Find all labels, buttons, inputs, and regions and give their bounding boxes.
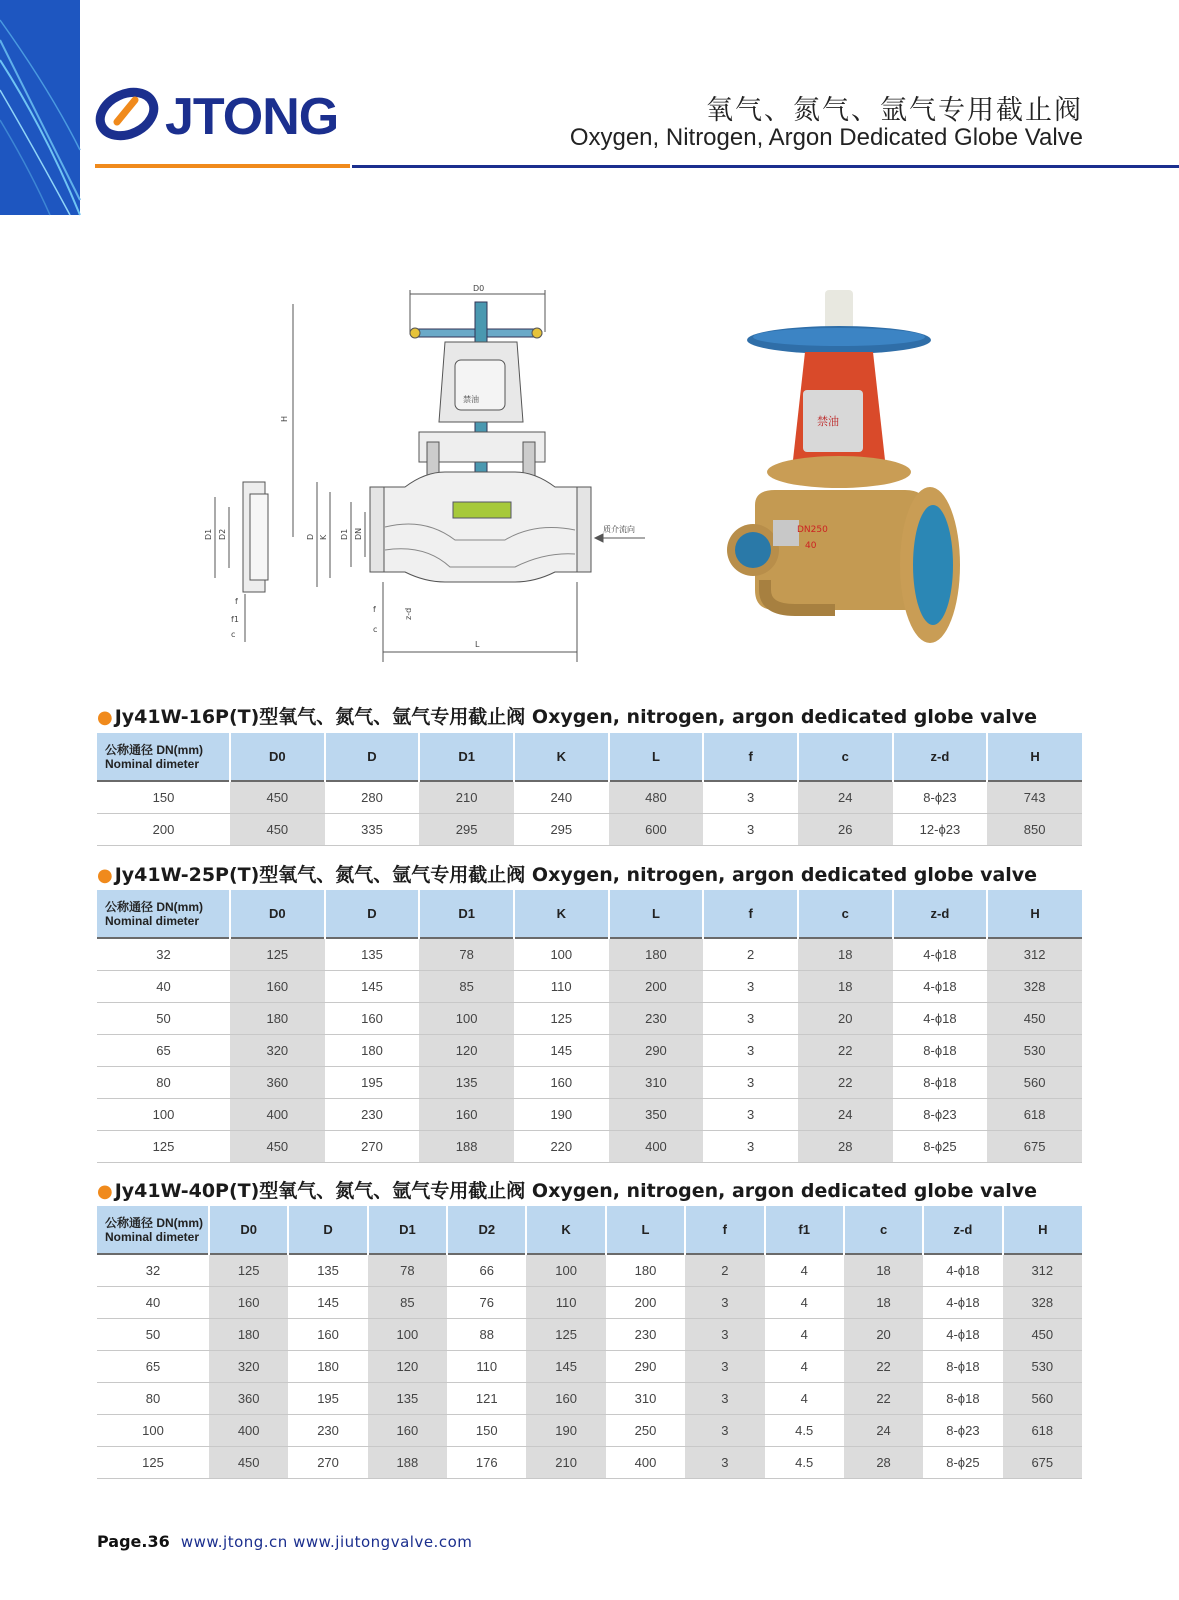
table-cell: 600 — [609, 813, 704, 845]
table-cell: 400 — [609, 1130, 704, 1162]
valve-product-photo — [735, 290, 975, 670]
table-cell: 210 — [419, 781, 514, 813]
nominal-diameter-cell: 100 — [97, 1098, 230, 1130]
table-cell: 4-ϕ18 — [893, 970, 988, 1002]
section-title-40p: ● Jy41W-40P(T)型氧气、氮气、氩气专用截止阀 Oxygen, nitrogen, argon dedicated globe valve — [97, 1180, 1038, 1202]
table-cell: 125 — [514, 1002, 609, 1034]
svg-text:D0: D0 — [473, 284, 485, 293]
column-header: D0 — [230, 733, 325, 781]
column-header: K — [526, 1206, 605, 1254]
table-row — [97, 1286, 1082, 1318]
nominal-diameter-cell: 65 — [97, 1350, 209, 1382]
column-header: K — [514, 733, 609, 781]
table-cell: 145 — [288, 1286, 367, 1318]
table-cell: 4-ϕ18 — [923, 1254, 1002, 1286]
table-cell: 180 — [325, 1034, 420, 1066]
table-cell: 350 — [609, 1098, 704, 1130]
table-cell: 8-ϕ23 — [893, 1098, 988, 1130]
table-cell: 480 — [609, 781, 704, 813]
table-cell: 110 — [447, 1350, 526, 1382]
table-row — [97, 1066, 1082, 1098]
svg-text:f: f — [373, 605, 376, 614]
table-cell: 3 — [703, 1034, 798, 1066]
svg-text:L: L — [475, 640, 480, 649]
table-cell: 8-ϕ18 — [893, 1066, 988, 1098]
column-header: z-d — [893, 733, 988, 781]
table-cell: 3 — [703, 781, 798, 813]
table-cell: 400 — [606, 1446, 685, 1478]
svg-text:禁油: 禁油 — [817, 415, 839, 428]
table-cell: 22 — [798, 1034, 893, 1066]
table-cell: 195 — [325, 1066, 420, 1098]
table-cell: 135 — [419, 1066, 514, 1098]
table-cell: 160 — [288, 1318, 367, 1350]
table-cell: 3 — [703, 1066, 798, 1098]
table-cell: 450 — [230, 1130, 325, 1162]
table-cell: 8-ϕ23 — [893, 781, 988, 813]
table-cell: 4 — [765, 1382, 844, 1414]
table-cell: 160 — [209, 1286, 288, 1318]
nominal-diameter-cell: 32 — [97, 1254, 209, 1286]
table-cell: 195 — [288, 1382, 367, 1414]
table-cell: 270 — [325, 1130, 420, 1162]
table-cell: 250 — [606, 1414, 685, 1446]
table-cell: 3 — [685, 1446, 764, 1478]
table-cell: 360 — [230, 1066, 325, 1098]
table-cell: 20 — [798, 1002, 893, 1034]
table-cell: 135 — [288, 1254, 367, 1286]
nominal-diameter-cell: 32 — [97, 938, 230, 970]
nominal-diameter-cell: 125 — [97, 1130, 230, 1162]
table-cell: 743 — [987, 781, 1082, 813]
svg-text:JTONG: JTONG — [165, 88, 339, 146]
column-header: z-d — [893, 890, 988, 938]
table-cell: 160 — [325, 1002, 420, 1034]
table-cell: 618 — [1003, 1414, 1082, 1446]
spec-table-40p — [97, 1206, 1082, 1479]
table-cell: 24 — [844, 1414, 923, 1446]
table-header-row — [97, 733, 1082, 781]
table-cell: 618 — [987, 1098, 1082, 1130]
table-cell: 220 — [514, 1130, 609, 1162]
svg-text:禁油: 禁油 — [463, 395, 479, 404]
table-cell: 188 — [368, 1446, 447, 1478]
table-cell: 310 — [606, 1382, 685, 1414]
table-cell: 328 — [987, 970, 1082, 1002]
table-cell: 3 — [685, 1318, 764, 1350]
nominal-diameter-cell: 40 — [97, 1286, 209, 1318]
table-cell: 22 — [798, 1066, 893, 1098]
table-header-row — [97, 890, 1082, 938]
table-cell: 2 — [703, 938, 798, 970]
table-cell: 78 — [419, 938, 514, 970]
table-cell: 12-ϕ23 — [893, 813, 988, 845]
table-cell: 4 — [765, 1318, 844, 1350]
table-cell: 675 — [987, 1130, 1082, 1162]
page-number: Page.36 — [97, 1532, 170, 1551]
column-header: D0 — [230, 890, 325, 938]
nominal-diameter-header: 公称通径 DN(mm) Nominal dimeter — [97, 890, 230, 938]
table-row — [97, 1002, 1082, 1034]
table-cell: 78 — [368, 1254, 447, 1286]
table-cell: 3 — [685, 1286, 764, 1318]
nominal-diameter-cell: 150 — [97, 781, 230, 813]
table-cell: 335 — [325, 813, 420, 845]
table-cell: 8-ϕ18 — [923, 1350, 1002, 1382]
table-cell: 4 — [765, 1350, 844, 1382]
table-cell: 88 — [447, 1318, 526, 1350]
table-cell: 560 — [1003, 1382, 1082, 1414]
table-cell: 280 — [325, 781, 420, 813]
table-cell: 121 — [447, 1382, 526, 1414]
nominal-diameter-cell: 50 — [97, 1002, 230, 1034]
table-cell: 125 — [230, 938, 325, 970]
table-cell: 295 — [419, 813, 514, 845]
table-row — [97, 1382, 1082, 1414]
table-cell: 290 — [606, 1350, 685, 1382]
table-cell: 360 — [209, 1382, 288, 1414]
table-row — [97, 813, 1082, 845]
table-cell: 18 — [844, 1286, 923, 1318]
table-cell: 450 — [1003, 1318, 1082, 1350]
spec-table-16p — [97, 733, 1082, 846]
column-header: D — [325, 733, 420, 781]
svg-text:40: 40 — [805, 541, 817, 551]
table-cell: 530 — [1003, 1350, 1082, 1382]
table-cell: 18 — [844, 1254, 923, 1286]
table-cell: 200 — [606, 1286, 685, 1318]
table-cell: 4.5 — [765, 1446, 844, 1478]
table-cell: 160 — [230, 970, 325, 1002]
table-cell: 400 — [230, 1098, 325, 1130]
column-header: D1 — [419, 733, 514, 781]
table-cell: 3 — [703, 813, 798, 845]
table-cell: 125 — [526, 1318, 605, 1350]
table-cell: 100 — [368, 1318, 447, 1350]
table-cell: 4-ϕ18 — [893, 1002, 988, 1034]
column-header: D0 — [209, 1206, 288, 1254]
table-cell: 240 — [514, 781, 609, 813]
table-cell: 8-ϕ18 — [893, 1034, 988, 1066]
svg-text:DN250: DN250 — [797, 525, 828, 535]
column-header: c — [844, 1206, 923, 1254]
page-title-cn: 氧气、氮气、氩气专用截止阀 — [706, 95, 1083, 126]
table-cell: 310 — [609, 1066, 704, 1098]
table-cell: 450 — [230, 781, 325, 813]
table-cell: 4.5 — [765, 1414, 844, 1446]
table-cell: 85 — [368, 1286, 447, 1318]
valve-technical-drawing — [205, 282, 665, 674]
table-row — [97, 1034, 1082, 1066]
table-cell: 100 — [419, 1002, 514, 1034]
nominal-diameter-cell: 65 — [97, 1034, 230, 1066]
table-cell: 160 — [368, 1414, 447, 1446]
column-header: H — [987, 733, 1082, 781]
table-cell: 188 — [419, 1130, 514, 1162]
table-cell: 230 — [325, 1098, 420, 1130]
table-cell: 4-ϕ18 — [893, 938, 988, 970]
table-cell: 4-ϕ18 — [923, 1318, 1002, 1350]
page-title-en: Oxygen, Nitrogen, Argon Dedicated Globe Valve — [569, 124, 1083, 151]
table-cell: 160 — [514, 1066, 609, 1098]
svg-text:z-d: z-d — [404, 607, 413, 620]
table-cell: 8-ϕ25 — [923, 1446, 1002, 1478]
table-cell: 230 — [606, 1318, 685, 1350]
header-rule — [352, 165, 1179, 168]
svg-text:D1: D1 — [204, 528, 213, 540]
table-cell: 3 — [685, 1382, 764, 1414]
svg-text:f: f — [235, 597, 238, 606]
nominal-diameter-cell: 200 — [97, 813, 230, 845]
nominal-diameter-cell: 80 — [97, 1382, 209, 1414]
logo-underline — [95, 164, 350, 168]
table-row — [97, 1254, 1082, 1286]
table-cell: 110 — [514, 970, 609, 1002]
column-header: D — [288, 1206, 367, 1254]
table-cell: 120 — [368, 1350, 447, 1382]
table-cell: 3 — [685, 1350, 764, 1382]
column-header: z-d — [923, 1206, 1002, 1254]
table-cell: 180 — [209, 1318, 288, 1350]
table-cell: 312 — [1003, 1254, 1082, 1286]
table-cell: 120 — [419, 1034, 514, 1066]
table-cell: 200 — [609, 970, 704, 1002]
table-cell: 8-ϕ25 — [893, 1130, 988, 1162]
table-cell: 24 — [798, 1098, 893, 1130]
svg-text:D2: D2 — [218, 528, 227, 540]
jtong-logo — [95, 82, 355, 144]
table-cell: 145 — [514, 1034, 609, 1066]
svg-text:c: c — [231, 630, 236, 639]
table-cell: 230 — [288, 1414, 367, 1446]
column-header: H — [1003, 1206, 1082, 1254]
section-title-25p: ● Jy41W-25P(T)型氧气、氮气、氩气专用截止阀 Oxygen, nitrogen, argon dedicated globe valve — [97, 864, 1038, 886]
column-header: L — [609, 733, 704, 781]
table-row — [97, 1130, 1082, 1162]
table-cell: 850 — [987, 813, 1082, 845]
svg-text:c: c — [373, 625, 378, 634]
nominal-diameter-cell: 100 — [97, 1414, 209, 1446]
nominal-diameter-cell: 125 — [97, 1446, 209, 1478]
website-links: www.jtong.cn www.jiutongvalve.com — [180, 1533, 473, 1551]
table-cell: 270 — [288, 1446, 367, 1478]
column-header: D — [325, 890, 420, 938]
table-cell: 4 — [765, 1286, 844, 1318]
table-row — [97, 1318, 1082, 1350]
column-header: K — [514, 890, 609, 938]
table-cell: 290 — [609, 1034, 704, 1066]
table-cell: 24 — [798, 781, 893, 813]
table-cell: 560 — [987, 1066, 1082, 1098]
table-cell: 150 — [447, 1414, 526, 1446]
table-cell: 450 — [987, 1002, 1082, 1034]
svg-text:K: K — [319, 534, 328, 540]
page-footer — [97, 1532, 472, 1551]
table-cell: 230 — [609, 1002, 704, 1034]
table-cell: 190 — [514, 1098, 609, 1130]
table-cell: 3 — [703, 970, 798, 1002]
table-cell: 145 — [526, 1350, 605, 1382]
table-cell: 320 — [230, 1034, 325, 1066]
table-row — [97, 938, 1082, 970]
column-header: L — [606, 1206, 685, 1254]
column-header: D2 — [447, 1206, 526, 1254]
column-header: f — [703, 733, 798, 781]
column-header: f1 — [765, 1206, 844, 1254]
table-cell: 85 — [419, 970, 514, 1002]
nominal-diameter-cell: 40 — [97, 970, 230, 1002]
table-cell: 135 — [325, 938, 420, 970]
column-header: H — [987, 890, 1082, 938]
table-cell: 3 — [685, 1414, 764, 1446]
table-cell: 26 — [798, 813, 893, 845]
table-cell: 160 — [526, 1382, 605, 1414]
svg-text:D1: D1 — [340, 528, 349, 540]
table-cell: 100 — [514, 938, 609, 970]
svg-text:H: H — [280, 415, 289, 422]
table-cell: 180 — [609, 938, 704, 970]
table-cell: 450 — [209, 1446, 288, 1478]
corner-decoration — [0, 0, 80, 215]
table-cell: 125 — [209, 1254, 288, 1286]
table-cell: 135 — [368, 1382, 447, 1414]
table-cell: 328 — [1003, 1286, 1082, 1318]
table-row — [97, 1350, 1082, 1382]
table-cell: 76 — [447, 1286, 526, 1318]
table-cell: 210 — [526, 1446, 605, 1478]
table-cell: 22 — [844, 1382, 923, 1414]
column-header: f — [703, 890, 798, 938]
table-cell: 295 — [514, 813, 609, 845]
table-cell: 320 — [209, 1350, 288, 1382]
table-cell: 4-ϕ18 — [923, 1286, 1002, 1318]
table-cell: 3 — [703, 1130, 798, 1162]
table-cell: 20 — [844, 1318, 923, 1350]
table-cell: 180 — [230, 1002, 325, 1034]
table-header-row — [97, 1206, 1082, 1254]
table-cell: 66 — [447, 1254, 526, 1286]
column-header: L — [609, 890, 704, 938]
table-cell: 400 — [209, 1414, 288, 1446]
table-cell: 8-ϕ18 — [923, 1382, 1002, 1414]
table-cell: 8-ϕ23 — [923, 1414, 1002, 1446]
table-cell: 312 — [987, 938, 1082, 970]
table-row — [97, 1098, 1082, 1130]
table-cell: 160 — [419, 1098, 514, 1130]
section-title-16p: ● Jy41W-16P(T)型氧气、氮气、氩气专用截止阀 Oxygen, nitrogen, argon dedicated globe valve — [97, 706, 1038, 728]
table-cell: 180 — [288, 1350, 367, 1382]
table-cell: 190 — [526, 1414, 605, 1446]
nominal-diameter-header: 公称通径 DN(mm) Nominal dimeter — [97, 733, 230, 781]
table-cell: 18 — [798, 970, 893, 1002]
table-cell: 3 — [703, 1002, 798, 1034]
table-cell: 145 — [325, 970, 420, 1002]
table-cell: 100 — [526, 1254, 605, 1286]
table-row — [97, 970, 1082, 1002]
table-cell: 530 — [987, 1034, 1082, 1066]
table-cell: 675 — [1003, 1446, 1082, 1478]
nominal-diameter-cell: 80 — [97, 1066, 230, 1098]
table-cell: 180 — [606, 1254, 685, 1286]
table-cell: 4 — [765, 1254, 844, 1286]
column-header: D1 — [419, 890, 514, 938]
table-cell: 18 — [798, 938, 893, 970]
nominal-diameter-header: 公称通径 DN(mm) Nominal dimeter — [97, 1206, 209, 1254]
spec-table-25p — [97, 890, 1082, 1163]
table-cell: 2 — [685, 1254, 764, 1286]
table-cell: 110 — [526, 1286, 605, 1318]
table-cell: 28 — [844, 1446, 923, 1478]
svg-text:f1: f1 — [231, 615, 239, 624]
table-cell: 3 — [703, 1098, 798, 1130]
table-cell: 450 — [230, 813, 325, 845]
svg-text:D: D — [306, 533, 315, 540]
table-row — [97, 781, 1082, 813]
column-header: c — [798, 890, 893, 938]
table-cell: 28 — [798, 1130, 893, 1162]
table-row — [97, 1446, 1082, 1478]
svg-text:质介流向: 质介流向 — [603, 525, 635, 534]
table-cell: 22 — [844, 1350, 923, 1382]
nominal-diameter-cell: 50 — [97, 1318, 209, 1350]
column-header: D1 — [368, 1206, 447, 1254]
table-row — [97, 1414, 1082, 1446]
column-header: f — [685, 1206, 764, 1254]
column-header: c — [798, 733, 893, 781]
svg-text:DN: DN — [354, 527, 363, 540]
table-cell: 176 — [447, 1446, 526, 1478]
